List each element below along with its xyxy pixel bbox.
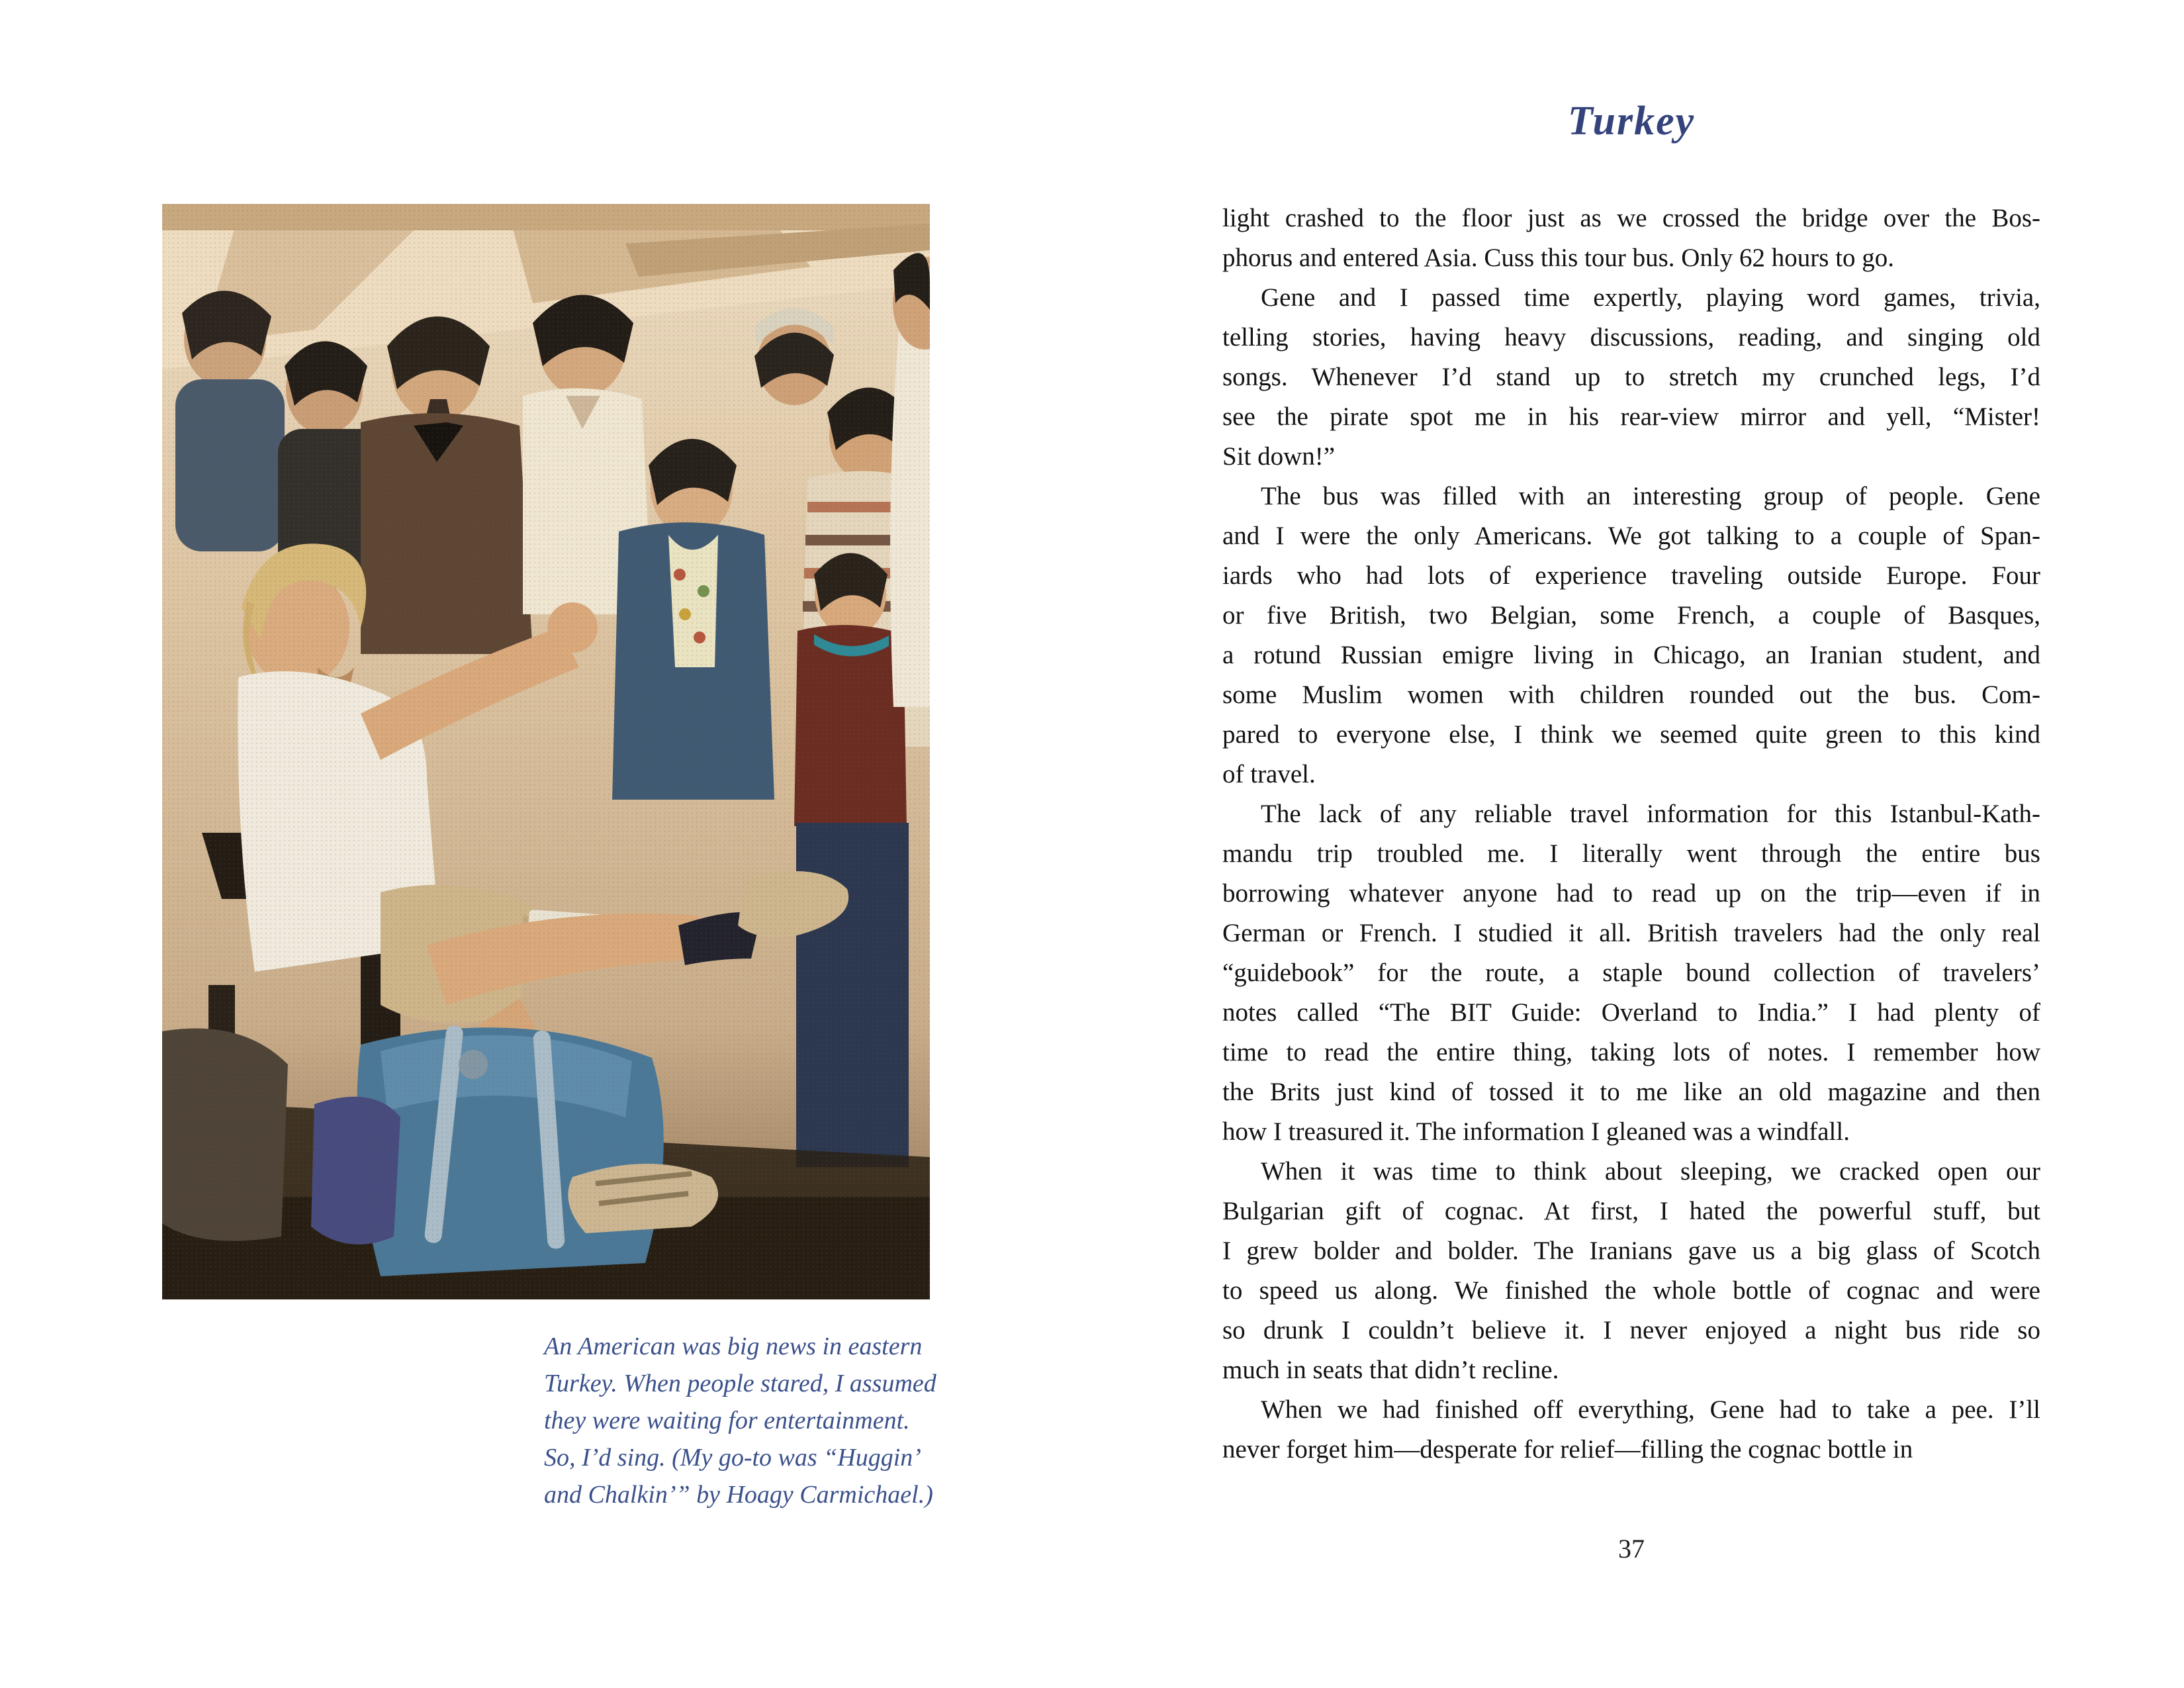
body-text-line: time to read the entire thing, taking lots of notes. I remember how (1222, 1038, 2040, 1066)
page-number: 37 (1618, 1534, 1645, 1564)
body-text-line: never forget him—desperate for relief—filling the cognac bottle in (1222, 1435, 1913, 1464)
body-text-column (1222, 199, 2040, 1470)
body-text-line: The lack of any reliable travel information for this Istanbul-Kath- (1261, 800, 2040, 828)
body-text-line: light crashed to the floor just as we crossed the bridge over the Bos- (1222, 204, 2040, 232)
body-text-line: the Brits just kind of tossed it to me like an old magazine and then (1222, 1078, 2040, 1106)
body-text-line: Bulgarian gift of cognac. At first, I hated the powerful stuff, but (1222, 1197, 2040, 1225)
body-text-line: of travel. (1222, 760, 1316, 788)
body-text-line: borrowing whatever anyone had to read up on the trip—even if in (1222, 879, 2040, 908)
travel-photo-illustration (162, 204, 930, 1299)
body-text-line: German or French. I studied it all. British travelers had the only real (1222, 919, 2040, 947)
body-text-line: “guidebook” for the route, a staple bound collection of travelers’ (1222, 959, 2040, 987)
body-text-line: a rotund Russian emigre living in Chicago, an Iranian student, and (1222, 641, 2040, 669)
travel-photo (162, 204, 930, 1299)
chapter-header: Turkey (1567, 99, 1696, 144)
body-text-line: how I treasured it. The information I gleaned was a windfall. (1222, 1117, 1850, 1146)
photo-caption (544, 1328, 941, 1513)
body-text-line: to speed us along. We finished the whole bottle of cognac and were (1222, 1276, 2040, 1305)
body-text-line: iards who had lots of experience traveling outside Europe. Four (1222, 561, 2040, 590)
body-text-line: I grew bolder and bolder. The Iranians gave us a big glass of Scotch (1222, 1237, 2040, 1265)
caption-line: and Chalkin’” by Hoagy Carmichael.) (544, 1481, 933, 1509)
body-text-line: pared to everyone else, I think we seemed quite green to this kind (1222, 720, 2040, 749)
body-text-line: The bus was filled with an interesting group of people. Gene (1261, 482, 2040, 510)
body-text-line: see the pirate spot me in his rear-view mirror and yell, “Mister! (1222, 402, 2040, 431)
body-text-line: notes called “The BIT Guide: Overland to India.” I had plenty of (1222, 998, 2040, 1027)
body-text-line: Gene and I passed time expertly, playing word games, trivia, (1261, 283, 2040, 312)
body-text-line: mandu trip troubled me. I literally went through the entire bus (1222, 839, 2040, 868)
body-text-line: and I were the only Americans. We got talking to a couple of Span- (1222, 522, 2040, 550)
caption-line: they were waiting for entertainment. (544, 1407, 910, 1434)
body-text-line: much in seats that didn’t recline. (1222, 1356, 1559, 1384)
body-text-line: so drunk I couldn’t believe it. I never enjoyed a night bus ride so (1222, 1316, 2040, 1344)
body-text-line: some Muslim women with children rounded out the bus. Com- (1222, 680, 2040, 709)
caption-line: So, I’d sing. (My go-to was “Huggin’ (544, 1444, 921, 1472)
body-text-line: phorus and entered Asia. Cuss this tour bus. Only 62 hours to go. (1222, 244, 1895, 272)
body-text-line: When we had finished off everything, Gene had to take a pee. I’ll (1261, 1395, 2040, 1424)
body-text-line: songs. Whenever I’d stand up to stretch my crunched legs, I’d (1222, 363, 2040, 391)
caption-line: An American was big news in eastern (544, 1333, 923, 1360)
body-text-line: Sit down!” (1222, 442, 1336, 471)
caption-line: Turkey. When people stared, I assumed (544, 1370, 936, 1397)
body-text-line: telling stories, having heavy discussions, reading, and singing old (1222, 323, 2040, 352)
body-text-line: When it was time to think about sleeping, we cracked open our (1261, 1157, 2040, 1186)
body-text-line: or five British, two Belgian, some French, a couple of Basques, (1222, 601, 2040, 630)
